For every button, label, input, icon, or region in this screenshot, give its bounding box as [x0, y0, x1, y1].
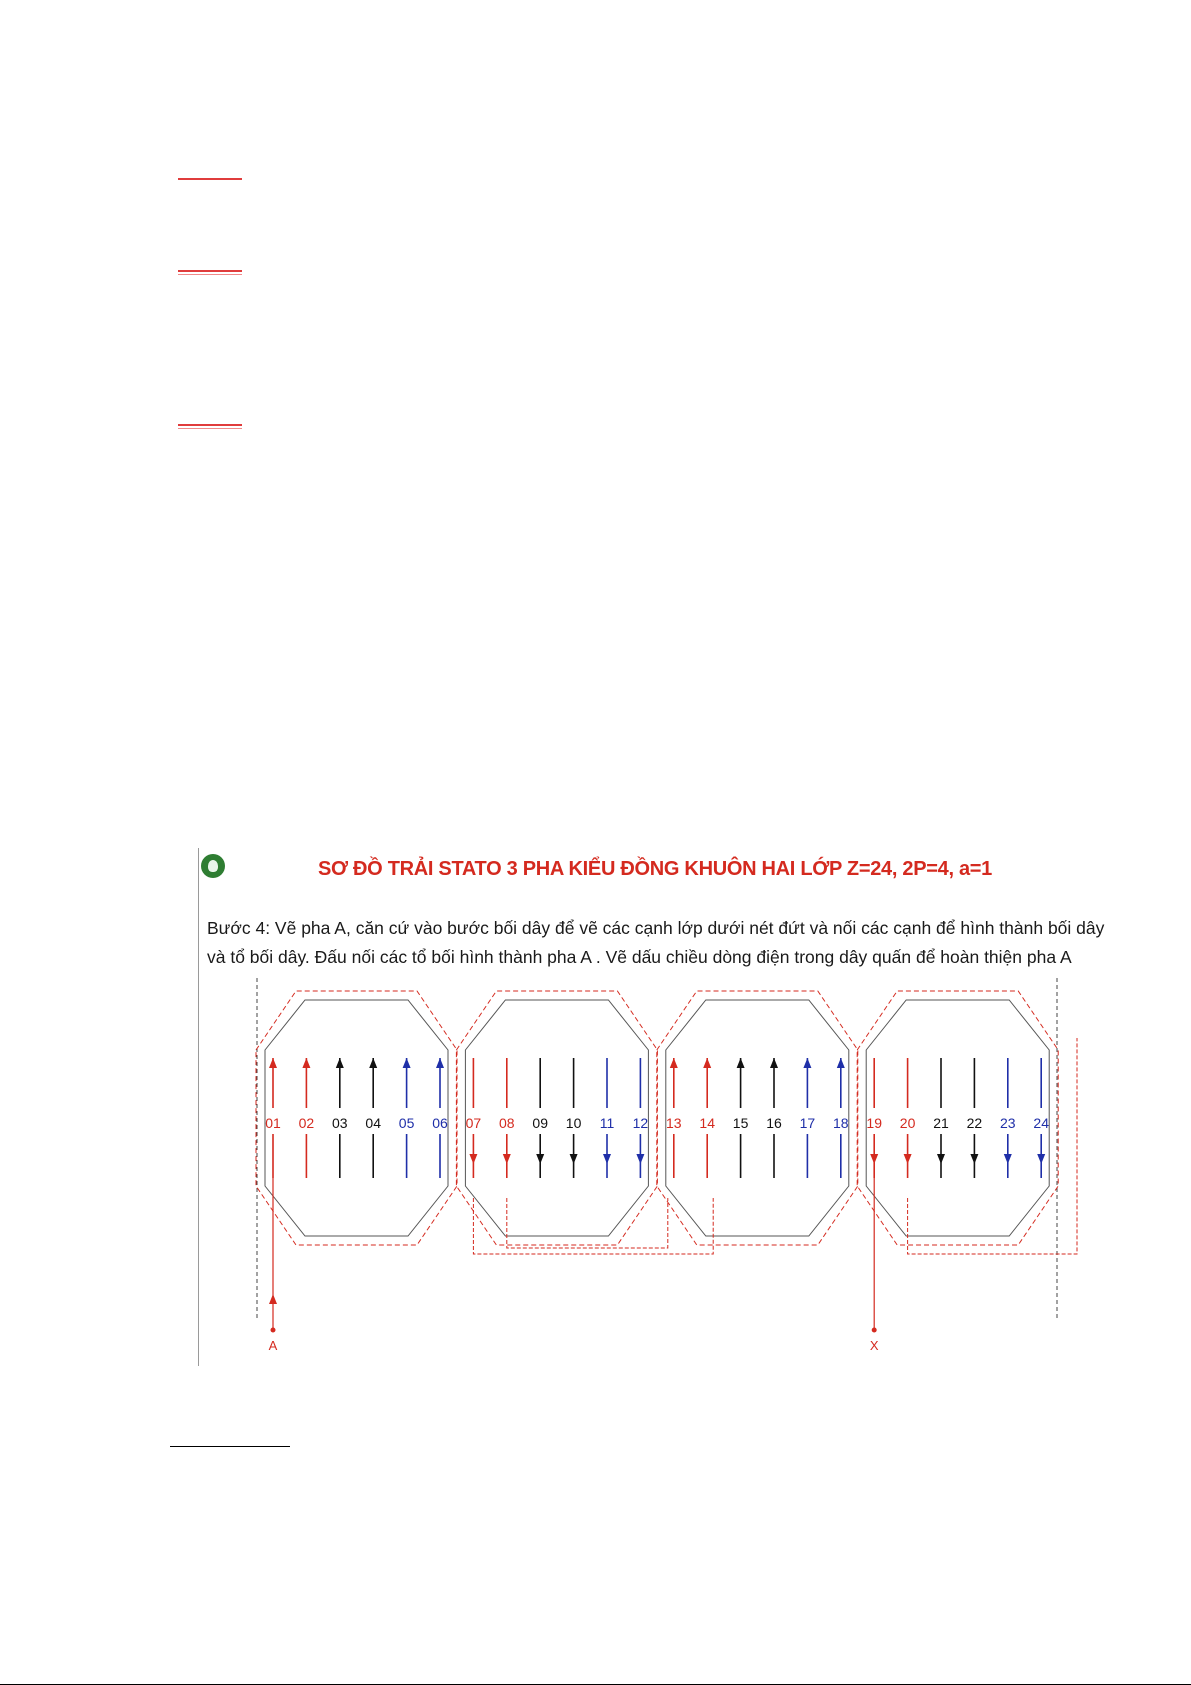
current-arrow-16: [770, 1058, 778, 1068]
slot-label-06: 06: [432, 1115, 448, 1131]
winding-diagram: [199, 978, 1111, 1366]
slot-label-08: 08: [499, 1115, 515, 1131]
slot-label-23: 23: [1000, 1115, 1016, 1131]
coil-outline-3-1: [666, 1000, 849, 1236]
slot-label-21: 21: [933, 1115, 949, 1131]
stator-winding-figure: [198, 848, 1111, 1366]
current-arrow-21: [937, 1154, 945, 1164]
slot-label-11: 11: [599, 1115, 615, 1131]
terminal-x-label: X: [869, 1338, 879, 1353]
coil-outline-3-2: [657, 991, 858, 1245]
coil-outline-1-1: [265, 1000, 448, 1236]
terminal-a-dot: [271, 1328, 276, 1333]
slot-label-03: 03: [332, 1115, 348, 1131]
slot-label-14: 14: [699, 1115, 715, 1131]
slot-label-02: 02: [298, 1115, 315, 1131]
terminal-x-dot: [872, 1328, 877, 1333]
current-arrow-02: [302, 1058, 310, 1068]
current-arrow-09: [536, 1154, 544, 1164]
current-arrow-23: [1004, 1154, 1012, 1164]
slot-label-04: 04: [365, 1115, 381, 1131]
slot-label-07: 07: [465, 1115, 482, 1131]
slot-label-01: 01: [265, 1115, 281, 1131]
current-arrow-12: [636, 1154, 644, 1164]
current-arrow-03: [336, 1058, 344, 1068]
current-arrow-13: [670, 1058, 678, 1068]
current-arrow-05: [403, 1058, 411, 1068]
red-underline-mark-2: [178, 270, 242, 275]
red-underline-mark-1: [178, 178, 242, 180]
current-arrow-04: [369, 1058, 377, 1068]
connection-08-13: [507, 1198, 668, 1248]
current-arrow-11: [603, 1154, 611, 1164]
coil-outline-2-2: [456, 991, 657, 1245]
slot-label-05: 05: [398, 1115, 415, 1131]
slot-label-15: 15: [732, 1115, 749, 1131]
step-description: Bước 4: Vẽ pha A, căn cứ vào bước bối dây để vẽ các cạnh lớp dưới nét đứt và nối các cạnh để hình thành bối dây và tổ bối dây. Đấu nối các tổ bối hình thành pha A . Vẽ dấu chiều dòng điện trong dây quấn để hoàn thiện pha A: [207, 918, 1105, 967]
current-arrow-22: [970, 1154, 978, 1164]
red-underline-mark-3: [178, 424, 242, 429]
coil-outline-4-2: [857, 991, 1058, 1245]
slot-label-10: 10: [565, 1115, 582, 1131]
terminal-a-label: A: [268, 1338, 278, 1353]
slot-label-22: 22: [966, 1115, 983, 1131]
connection-07-14: [473, 1198, 713, 1254]
coil-outline-4-1: [866, 1000, 1049, 1236]
current-arrow-19: [870, 1154, 878, 1164]
coil-outline-2-1: [465, 1000, 648, 1236]
slot-label-19: 19: [866, 1115, 882, 1131]
slot-label-18: 18: [833, 1115, 849, 1131]
slot-label-17: 17: [799, 1115, 816, 1131]
slot-label-16: 16: [766, 1115, 782, 1131]
current-arrow-06: [436, 1058, 444, 1068]
slot-label-13: 13: [666, 1115, 682, 1131]
figure-title: SƠ ĐỒ TRẢI STATO 3 PHA KIỂU ĐỒNG KHUÔN HAI LỚP Z=24, 2P=4, a=1: [317, 858, 992, 880]
connection-20-24: [908, 1038, 1077, 1254]
current-arrow-20: [904, 1154, 912, 1164]
current-arrow-14: [703, 1058, 711, 1068]
current-arrow-24: [1037, 1154, 1045, 1164]
slot-label-20: 20: [899, 1115, 916, 1131]
slot-label-24: 24: [1033, 1115, 1049, 1131]
current-arrow-18: [837, 1058, 845, 1068]
slot-label-09: 09: [532, 1115, 548, 1131]
current-arrow-15: [737, 1058, 745, 1068]
current-arrow-01: [269, 1058, 277, 1068]
current-arrow-08: [503, 1154, 511, 1164]
slot-label-12: 12: [632, 1115, 649, 1131]
footnote-separator: [170, 1446, 290, 1447]
current-arrow-07: [469, 1154, 477, 1164]
coil-outline-1-2: [256, 991, 457, 1245]
terminal-a-arrow: [269, 1294, 277, 1304]
current-arrow-17: [803, 1058, 811, 1068]
current-arrow-10: [570, 1154, 578, 1164]
